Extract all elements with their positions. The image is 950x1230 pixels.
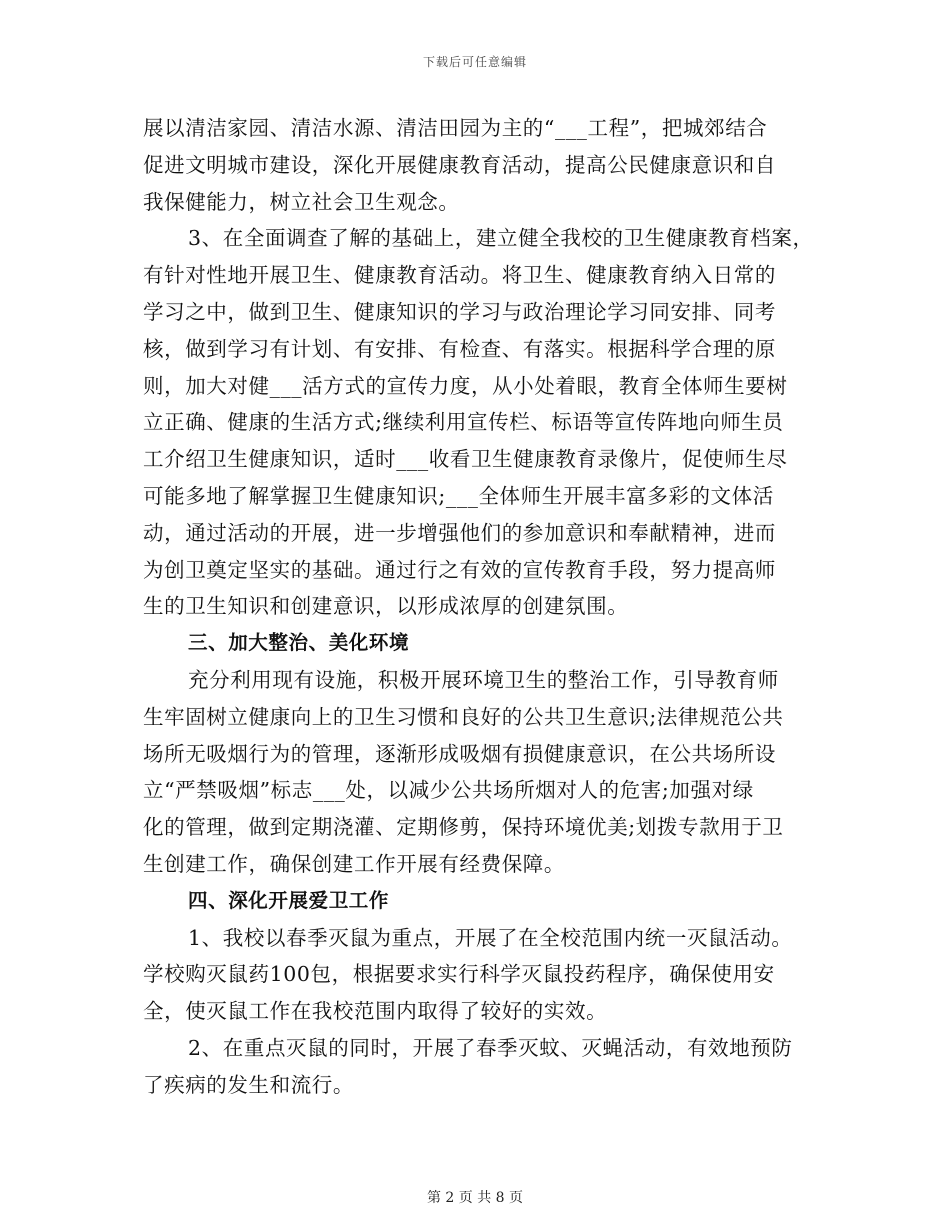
body-line: 展以清洁家园、清洁水源、清洁田园为主的“___工程”，把城郊结合 bbox=[143, 116, 768, 140]
document-body bbox=[143, 110, 823, 1104]
body-line: 学校购灭鼠药100包，根据要求实行科学灭鼠投药程序，确保使用安 bbox=[143, 962, 775, 987]
body-line: 核，做到学习有计划、有安排、有检查、有落实。根据科学合理的原 bbox=[143, 336, 776, 361]
body-line: 生牢固树立健康向上的卫生习惯和良好的公共卫生意识;法律规范公共 bbox=[143, 704, 784, 729]
paragraph-start-line: 2、在重点灭鼠的同时，开展了春季灭蚊、灭蝇活动，有效地预防 bbox=[188, 1035, 793, 1060]
paragraph-start-line: 1、我校以春季灭鼠为重点，开展了在全校范围内统一灭鼠活动。 bbox=[188, 925, 793, 950]
body-line: 化的管理，做到定期浇灌、定期修剪，保持环境优美;划拨专款用于卫 bbox=[143, 815, 784, 840]
body-line: 工介绍卫生健康知识，适时___收看卫生健康教育录像片，促使师生尽 bbox=[143, 447, 788, 472]
body-line: 可能多地了解掌握卫生健康知识;___全体师生开展丰富多彩的文体活 bbox=[143, 483, 774, 508]
body-line: 促进文明城市建设，深化开展健康教育活动，提高公民健康意识和自 bbox=[143, 152, 776, 177]
body-line: 为创卫奠定坚实的基础。通过行之有效的宣传教育手段，努力提高师 bbox=[143, 557, 776, 582]
body-line: 动，通过活动的开展，进一步增强他们的参加意识和奉献精神，进而 bbox=[143, 520, 776, 545]
section-heading: 四、深化开展爱卫工作 bbox=[188, 888, 390, 912]
body-line: 生的卫生知识和创建意识，以形成浓厚的创建氛围。 bbox=[143, 594, 629, 619]
body-line: 全，使灭鼠工作在我校范围内取得了较好的实效。 bbox=[143, 999, 608, 1024]
body-line: 了疾病的发生和流行。 bbox=[143, 1072, 354, 1097]
body-line: 场所无吸烟行为的管理，逐渐形成吸烟有损健康意识，在公共场所设 bbox=[143, 741, 776, 766]
page-number-footer: 第 2 页 共 8 页 bbox=[426, 1190, 524, 1206]
paragraph-start-line: 3、在全面调查了解的基础上，建立健全我校的卫生健康教育档案， bbox=[188, 226, 814, 251]
page-header: 下载后可任意编辑 bbox=[422, 55, 527, 69]
body-line: 立正确、健康的生活方式;继续利用宣传栏、标语等宣传阵地向师生员 bbox=[143, 410, 784, 435]
section-heading: 三、加大整治、美化环境 bbox=[188, 631, 410, 655]
body-line: 生创建工作，确保创建工作开展有经费保障。 bbox=[143, 851, 565, 876]
body-line: 学习之中，做到卫生、健康知识的学习与政治理论学习同安排、同考 bbox=[143, 299, 776, 324]
body-line: 有针对性地开展卫生、健康教育活动。将卫生、健康教育纳入日常的 bbox=[143, 263, 776, 288]
body-line: 则，加大对健___活方式的宣传力度，从小处着眼，教育全体师生要树 bbox=[143, 373, 788, 398]
body-line: 立“严禁吸烟”标志___处，以减少公共场所烟对人的危害;加强对绿 bbox=[143, 778, 754, 803]
paragraph-start-line: 充分利用现有设施，积极开展环境卫生的整治工作，引导教育师 bbox=[188, 667, 779, 692]
body-line: 我保健能力，树立社会卫生观念。 bbox=[143, 189, 460, 214]
